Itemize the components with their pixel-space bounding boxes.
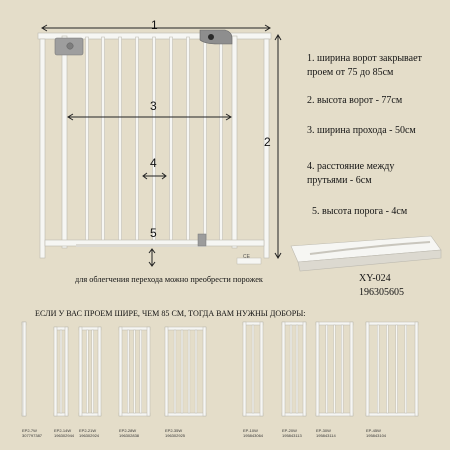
extension-panel	[22, 322, 26, 416]
extension-model: EP2-35W	[165, 428, 183, 433]
extension-code: 307797387	[22, 433, 43, 438]
extension-caption	[119, 428, 139, 438]
extension-model: EP-10W	[243, 428, 258, 433]
extension-code: 196302925	[165, 433, 186, 438]
extension-code: 195843113	[282, 433, 302, 438]
dimension-label-spacing: 4	[150, 156, 157, 170]
extensions-heading: ЕСЛИ У ВАС ПРОЕМ ШИРЕ, ЧЕМ 85 СМ, ТОГДА ВАМ НУЖНЫ ДОБОРЫ:	[35, 309, 306, 318]
lock-handle	[200, 30, 232, 44]
extension-model: EP2-21W	[79, 428, 97, 433]
extension-code: 195843104	[366, 433, 387, 438]
extension-panel	[316, 322, 353, 416]
dimension-arrows	[42, 25, 281, 266]
gate-bar	[153, 37, 156, 241]
gate-bar	[136, 37, 139, 241]
gate-bar	[119, 37, 122, 241]
extension-panel	[165, 327, 206, 416]
dimension-label-height: 2	[264, 135, 271, 149]
extension-code: 196302838	[119, 433, 140, 438]
extension-model: EP2-28W	[119, 428, 137, 433]
extension-code: 195843114	[316, 433, 336, 438]
extension-model: EP-30W	[316, 428, 331, 433]
extension-model: EP-45W	[366, 428, 381, 433]
extension-caption	[243, 428, 263, 438]
spec-item: 3. ширина прохода - 50см	[307, 125, 416, 136]
extension-panel	[243, 322, 263, 416]
dimension-label-width: 1	[151, 18, 158, 32]
gate-bar	[86, 37, 89, 241]
spec-item: 2. высота ворот - 77см	[307, 95, 403, 106]
extension-caption	[366, 428, 386, 438]
dimension-label-passage: 3	[150, 99, 157, 113]
gate-bar	[170, 37, 173, 241]
extension-code: 196302924	[79, 433, 100, 438]
extension-code: 195843064	[243, 433, 264, 438]
gate-bar	[187, 37, 190, 241]
extension-caption	[22, 428, 42, 438]
gate-bar	[102, 37, 105, 241]
gate-bar	[220, 37, 223, 241]
extension-code: 196302944	[54, 433, 75, 438]
spec-item: 5. высота порога - 4см	[312, 206, 408, 217]
threshold-caption: для облегчения перехода можно преобрести порожек	[75, 275, 263, 284]
svg-text:CE: CE	[243, 254, 250, 260]
extension-model: EP2-14W	[54, 428, 72, 433]
extension-panel	[119, 327, 150, 416]
extension-panel	[282, 322, 306, 416]
extension-model: EP-20W	[282, 428, 297, 433]
threshold-code: 196305605	[359, 287, 404, 298]
extension-panel	[366, 322, 418, 416]
extension-caption	[79, 428, 99, 438]
extension-caption	[54, 428, 74, 438]
extension-model: EP2-7W	[22, 428, 37, 433]
threshold-ramp	[291, 236, 441, 271]
dimension-label-threshold: 5	[150, 226, 157, 240]
extension-caption	[316, 428, 336, 438]
extension-panel	[54, 327, 68, 416]
extension-caption	[165, 428, 185, 438]
extension-caption	[282, 428, 302, 438]
threshold-model: XY-024	[359, 273, 391, 284]
spec-item: 4. расстояние между прутьями - 6см	[307, 161, 395, 186]
spec-item: 1. ширина ворот закрывает проем от 75 до 85см	[307, 53, 422, 78]
extension-panels	[22, 322, 418, 416]
extension-panel	[79, 327, 101, 416]
gate-bar	[204, 37, 207, 241]
